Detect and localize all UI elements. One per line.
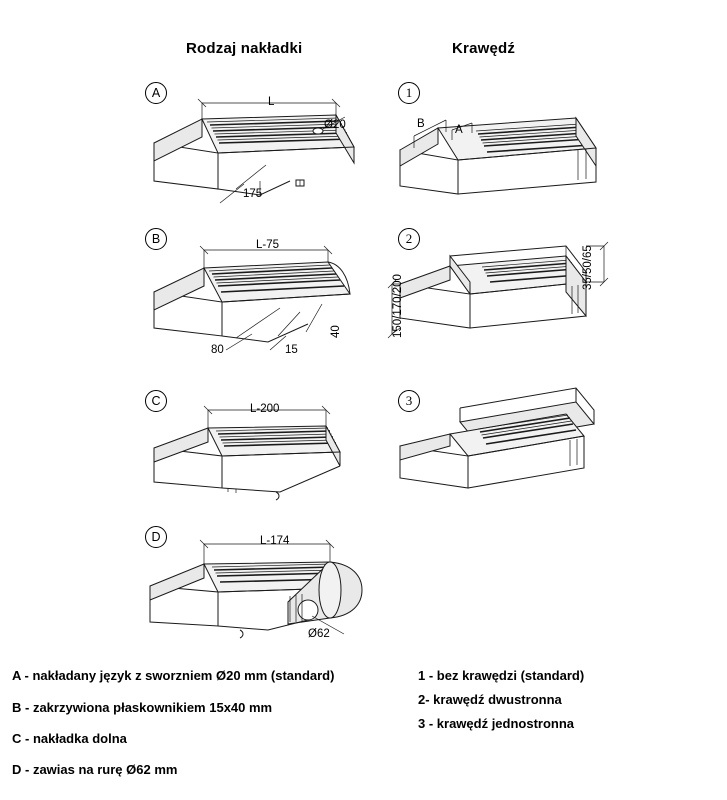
- legend-left-item-b: B - zakrzywiona płaskownikiem 15x40 mm: [12, 700, 273, 715]
- dim-d-pipe: Ø62: [308, 628, 330, 640]
- figure-edge-3: [388, 378, 618, 498]
- marker-variant-d: D: [145, 526, 167, 548]
- marker-edge-2: 2: [398, 228, 420, 250]
- marker-variant-c: C: [145, 390, 167, 412]
- dim-a-angle: 175: [243, 188, 263, 200]
- column-header-left: Rodzaj nakładki: [186, 40, 303, 57]
- figure-edge-1: [390, 90, 620, 200]
- dim-b-15: 15: [285, 344, 298, 356]
- figure-variant-d: [140, 530, 390, 650]
- dim-b-40: 40: [330, 325, 342, 338]
- marker-edge-3: 3: [398, 390, 420, 412]
- figure-variant-a: [140, 85, 390, 210]
- dim-edge1-a: A: [455, 124, 463, 136]
- legend-left-item-a: A - nakładany język z sworzniem Ø20 mm (standard): [12, 668, 335, 683]
- marker-variant-b: B: [145, 228, 167, 250]
- dim-edge2-width: 150/170/200: [392, 274, 404, 338]
- legend-right-item-3: 3 - krawędź jednostronna: [418, 716, 575, 731]
- dim-b-length: L-75: [256, 239, 280, 251]
- legend-left-item-c: C - nakładka dolna: [12, 731, 127, 746]
- figure-variant-b: [140, 232, 390, 367]
- legend-right-item-2: 2- krawędź dwustronna: [418, 692, 562, 707]
- legend-left-item-d: D - zawias na rurę Ø62 mm: [12, 762, 178, 777]
- dim-a-length: L: [268, 96, 275, 108]
- dim-d-length: L-174: [260, 535, 290, 547]
- marker-variant-a: A: [145, 82, 167, 104]
- dim-c-length: L-200: [250, 403, 280, 415]
- column-header-right: Krawędź: [452, 40, 516, 57]
- dim-b-80: 80: [211, 344, 224, 356]
- dim-a-hole: Ø20: [324, 119, 346, 131]
- legend-right-item-1: 1 - bez krawędzi (standard): [418, 668, 585, 683]
- dim-edge2-height: 35/50/65: [582, 245, 594, 290]
- marker-edge-1: 1: [398, 82, 420, 104]
- dim-edge1-b: B: [417, 118, 425, 130]
